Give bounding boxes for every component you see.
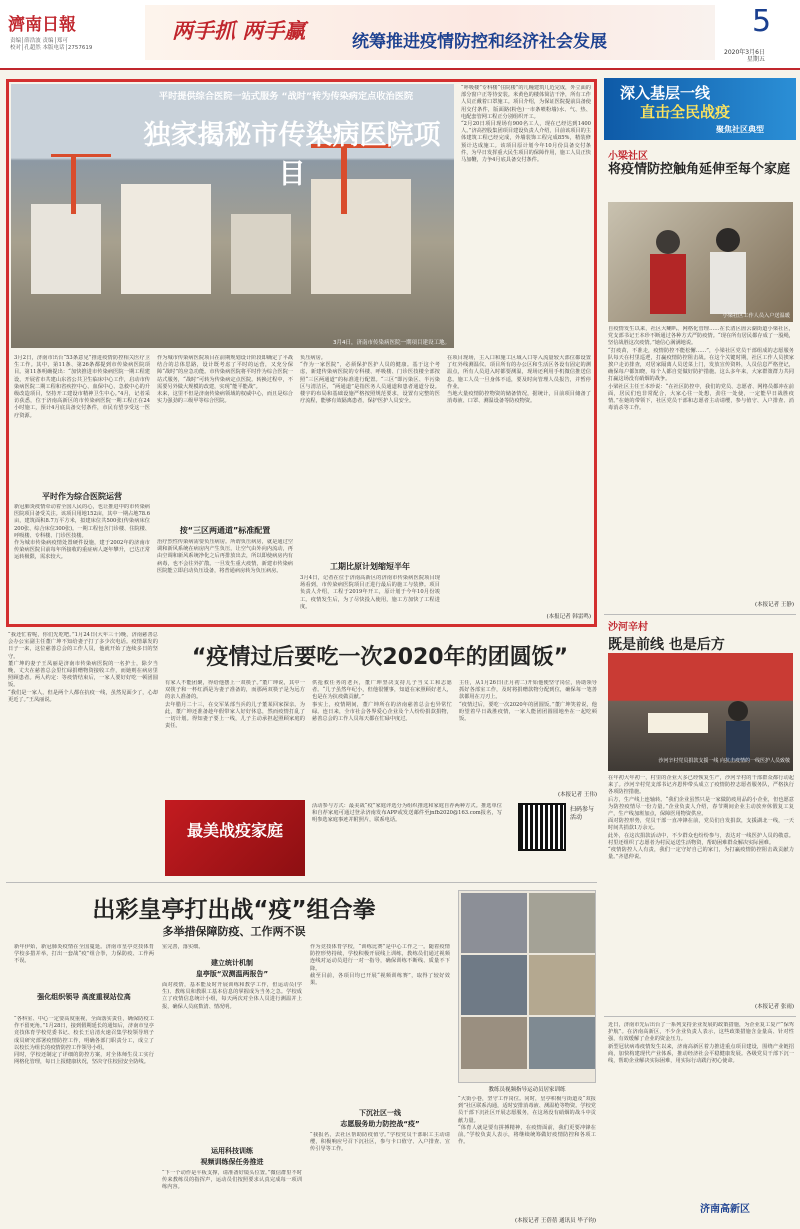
- story2-column-2: 有家人不能团聚，得给他摆上一双筷子。”董广坤说，其中一双筷子和一杯红酒是为妻子准备的，而那两双筷子是为远方的亲人准备的。 去年腊月二十三，在交军某部当兵的儿子董某回家探亲。为此，董广坤还准备趁年假带家人好好休息，然而疫情打乱了一切计划。得知妻子要上一线，儿子主动承担起照顾家庭的责任。: [165, 680, 305, 730]
- training-photo-caption: 教练员视频指导运动员居家训练: [488, 1087, 566, 1093]
- slogan-primary: 两手抓 两手赢: [172, 18, 306, 43]
- right-story-2-body: 在年初大年初一，村里的企业大多已经恢复生产，沙河辛村的干部群众都行动起来了。沙河辛村党支部书记齐恩仲带头成立了疫情防控志愿者服务队，严格执行各项防控措施。 后方，生产线上连轴转。“我们企业虽然只是一家做防疫用品的小企业，但也愿意为防控疫情尽一份力量。”企业负责人介绍，春节期间企业主动放弃休假复工复产，生产线加班加点，保障医用物资供应。 面对防控形势，党员干部一直冲锋在前，党员们自发捐款，支援湖北一线，一天时间共捐款1万余元。 此外，在这次捐款活动中，不少群众也纷纷参与，表达对一线医护人员的敬意。村里还组织了志愿者为村民运送生活物资，帮助困难群众解决实际困难。 “疫情防控人人有责，我们一定守好自己的家门，为打赢疫情防控阻击战贡献力量。”齐恩仲说。: [608, 775, 794, 861]
- story-column-2b: 治疗烈性传染病需要负压病房。所谓负压病房，就是通过空调和新风系统在病房内产生负压，让空气由外向内流动，再由空调和新风系统净化之后再排放出去，所以即使病房内有病毒，也不会往外扩散。一旦发生重大疫情，新建市传染病医院能立即启动负压设备，将普通病房转为负压病房。: [157, 539, 293, 574]
- donation-photo-caption: 沙河辛村党员捐款支援一线 向抗击疫情的一线医护人员致敬: [658, 758, 790, 764]
- story3-deck: 多举措保障防疫、工作两不误: [162, 925, 306, 938]
- right-story-body: 自疫情发生以来，社区大喇叭、网格化管理……在长清区崮云湖街道小梁社区，党支部书记王本珍不断通过各种方式严防疫情。“现在所有居民都存成了一股绳，坚信战胜这次疫情。”她信心满满地说。 “打疫苗，不准走，疫情防控不能松懈……”，小梁社区党员干部组成的志愿服务队每天在村里巡逻，打赢疫情防控阻击战。在这个关键时期，社区工作人员挨家挨户走访排查，对居家隔离人员送菜上门，发放宣传资料，人员信息严格登记，确保每户都知晓，每个人都自觉做好防护措施。这么多年来，大家群策群力共同打赢这场没有硝烟的战争。 小梁社区主任王本珍说：“在社区防控中，我们的党员、志愿者、网格员都冲在前面，居民们也非常配合，大家心往一处想，劲往一处使，一定能早日战胜疫情。”在她的带领下，社区党员干部和志愿者主动请缨，参与值守、入户排查、消毒消杀等工作。: [608, 326, 794, 412]
- training-illustration: [459, 891, 597, 1084]
- story3-column-1b: “各科室、中心一定要高度重视，全面落实责任，确保防疫工作不留死角。”1月28日，接到假期延长的通知后，济南市皇亭竞技体育学校党委书记、校长王启清火速召集学校领导班子成员研究部署疫情防控工作，明确各部门职责分工，成立了以校长为组长的疫情防控工作领导小组。 同时，学校还制定了详细的防控方案，对全体师生员工实行网格化管理，每日上报健康状况，坚决守住校园安全防线。: [14, 1016, 154, 1066]
- story3-subheading-6: 下沉社区一线: [359, 1109, 401, 1117]
- campaign-title: 最美战疫家庭: [186, 821, 283, 840]
- story-column-1a: 3月2日，济南市出台“53条意见”推进疫情防控相关医疗卫生工作。其中，第11条、第26条都提到市传染病医院项目。第11条明确提出：“加快推进市传染病医院一期工程建设，开展省市共建山东省公共卫生临床中心工作，启动市传染病医院二期工程和省疾控中心、血保中心、急救中心的升级改造项目，坚持开工建设市精神卫生中心。”4月，记者采访获悉，位于济南高新区的市传染病医院一期工程正在24小时施工，预计4月底具备交付条件，市民有望享受这一医疗资源。: [14, 355, 150, 419]
- story3-column-3b: “我报名，去社区帮助防疫值守。”学校党员干部职工主动请缨，积极响应号召下沉社区，参与卡口值守、入户排查、宣传引导等工作。: [310, 1132, 450, 1153]
- story2-author: (本报记者 王伟): [557, 792, 597, 798]
- issue-date: [724, 49, 765, 63]
- campaign-text: 活动参与方式：最美战“疫”家庭评选分为组织推选和家庭自荐两种方式。推选单位和自荐家庭可通过登录济南发布APP或发送邮件至jnfb2020@163.com报名，写明参选家庭事迹并附照片，联系电话。: [312, 803, 502, 824]
- story-kicker: 平时提供综合医院一站式服务 “战时”转为传染病定点收治医院: [158, 91, 414, 102]
- story-column-3a: 负压病房。 “作为一家医院”，必须保护医护人员的健康。基于这个考虑，新建传染病医院的专科楼、呼吸楼、门诊医技楼全部按照“三区两通道”的标准进行配置。“三区”即污染区、半污染区与清洁区，“两通道”是指医务人员通道和患者通道分设。楼宇的布局和基础设施严格按照规范要求，设置有完整的医疗流程，能够有效隔离患者，保护医护人员安全。: [300, 355, 440, 405]
- section-banner-title-c: 聚焦社区典型: [716, 125, 764, 134]
- photo-caption: 3月4日，济南市传染病医院一期项目建设工地。: [332, 340, 450, 346]
- right-story-headline: 将疫情防控触角延伸至每个家庭: [608, 162, 791, 177]
- story-subheading-1: 平时作为综合医院运营: [42, 492, 122, 501]
- divider-3: [6, 882, 597, 883]
- page-number: 5: [752, 4, 772, 39]
- section-tag: 小梁社区: [608, 151, 648, 162]
- community-photo: [608, 202, 793, 322]
- story3-column-2a: 面对疫情，基本能及时开展训练和教学工作，但运动员(学生)、教练员和教职工基本信息的掌握成为当务之急。学校成立了疫情信息统计小组，每天两次对全体人员进行测温并上报，确保人员底数清、情况明。: [162, 982, 302, 1010]
- story3-column-3a: 作为竞技体育学校，“训练比赛”是中心工作之一。随着疫情防控形势持续，学校积极开展线上训练，教练员们通过视频连线对运动员进行一对一指导，确保训练不断线、质量不下降。 截至目前，各项目均已开展“视频训练赛”，取得了较好效果。: [310, 944, 450, 987]
- slogan-secondary: 统筹推进疫情防控和经济社会发展: [352, 32, 607, 52]
- story3-column-1a: 新年伊始，新冠肺炎疫情在全国蔓延。济南市皇亭竞技体育学校多措并举，打出一套战“疫”组合拳，力保防疫、工作两不误。: [14, 944, 154, 965]
- section-tag-2: 沙河辛村: [608, 622, 648, 633]
- story-author: (本报记者 韩雷鸣): [546, 614, 591, 620]
- story-column-1b: 新冠肺炎疫情牵动着全国人民的心，也让推进中的市传染病医院项目备受关注。该项目用地152亩，其中一期占地78.6亩，建筑面积8.7万平方米，拟建床位共500张(传染病床位200张、综合床位300张)。一期工程包含门诊楼、住院楼、呼吸楼、专科楼、门诊医技楼。 作为城市传染病疫情处置硬件设施，建于2002年的济南市传染病医院目前每年所接收的重症病人逐年攀升，已达正常运转极限，需求较大。: [14, 504, 150, 561]
- right-story-3-body: 近日，济南市先后出台了一系列支持企业发展的政策措施，为企业复工复产“保驾护航”。在济南高新区，不少企业负责人表示，这些政策措施含金量高、针对性强，有效缓解了企业的资金压力。 新型冠状病毒疫情发生以来，济南高新区着力推进重点项目建设，围绕产业链招商，加快构建现代产业体系，推动经济社会平稳健康发展。各级党员干部下沉一线，帮助企业解决实际困难，用实际行动践行初心使命。: [608, 1022, 794, 1065]
- donation-photo: [608, 653, 793, 771]
- story3-subheading-5: 视频训练保任务推进: [200, 1158, 264, 1166]
- story3-subheading-7: 志愿服务助力防控战“疫”: [340, 1120, 420, 1128]
- donation-illustration: [608, 653, 793, 771]
- qr-code[interactable]: [518, 803, 566, 851]
- right-story-2-author: (本报记者 张雨): [754, 1004, 794, 1010]
- story3-subheading-1: 强化组织领导 高度重视站位高: [37, 993, 131, 1001]
- story-column-4: 在项目现场，主入口和施工区域入口等入流量较大部位都设置了红外线测温仪。项目所有的办公区和生活区各设有固定的测温点，所有人员进入时都要测温，现场还利用手机微信推送信息。施工人员一旦身体不适，要及时向管理人员报告，并暂停作业。 当地大量疫情防控物资的储备情况，据统计，目前项目储备了消毒液、口罩、测温设备等防疫物资。: [447, 355, 591, 405]
- story-column-top-right: “呼吸楼”专科楼“住院楼”的几幢建筑几近完成，外立面的部分窗户正等待安装。米黄色的楼体简洁干净，所有工作人员正戴着口罩施工。项目介绍，为保证医院提前具备使用交付条件，版面路(粉色)一市条喷粉墙)水、气、热、电配套管网工程正分别组织开工。 “2月20日项目现场有900名工人，现在已经达到1400人。”济高控股集团项目建设负责人介绍，目前该项目的主体建筑工程已经完成，外墙装饰工程完成85%，精装修预计达成施工。该项目原计划今年10月份具备交付条件，为早日发挥重大民生项目的保障作用，施工人员正快马加鞭，力争4月底具备交付条件。: [461, 85, 591, 164]
- story3-column-4: “大街小巷，坚守工作岗位。同时，皇亭积极与街道及“双报到”社区联系沟通，适时安排消毒液、测温枪等物资。学校党员干部下沉社区开展志愿服务，在这场没有硝烟的战斗中贡献力量。 “体育人就是要有拼搏精神，在疫情面前，我们更要冲锋在前。”学校负责人表示，将继续统筹做好疫情防控和各项工作。: [458, 1096, 596, 1146]
- story2-column-1: “我还忙着呢，你们先吃吧。”1月24日(大年三十)晚，济南慈善总会办公室副主任董广坤不知给妻子打了多少次电话。疫情暴发的日子一来，这位慈善总会的工作人员，他就开始了连续多日的坚守。 董广坤的妻子王凤丽是济南市传染病医院的一名护士，除夕当晚，丈夫在慈善总会里忙碌捐赠物资接收工作，而她则在病房里照顾患者。两人约定：等疫情结束后，一家人要好好吃一顿团圆饭。 “我们是一家人，但是两个人都在抗疫一线，虽然见面少了，心却更近了。”王凤丽说。: [8, 632, 158, 703]
- story3-subheading-4: 运用科技训练: [211, 1147, 253, 1155]
- story-column-3b: 3月4日，记者在位于济南高新区的济南市传染病医院项目现场看到，市传染病医院项目正进行最后的施工与装修。项目负责人介绍，工程于2019年开工，原计划于今年10月份竣工。疫情发生后，为了尽快投入使用，施工方加快了工程进度。: [300, 575, 440, 610]
- story3-author: (本报记者 王蓓蓓 通讯员 毕子钧): [514, 1218, 596, 1224]
- masthead-info: [10, 38, 92, 52]
- story2-headline: “疫情过后要吃一次2020年的团圆饭”: [191, 645, 569, 670]
- story-column-2a: 作为城市传染病医院项目在前期规划设计阶段即确定了平战结合的总体思路，设计既考虑了平时的运营，又充分保障“战时”的应急功能。市传染病医院将平时作为综合医院一站式服务，“战时”可转为传染病定点医院。转换过程中，不需要另外做大规模的改建，实现“能平能战”。 未来，这里不但是济南传染病领域的权威中心，而且是综合实力强劲的三级甲等综合医院。: [157, 355, 293, 405]
- qr-code-label: 扫码参与活动: [570, 806, 595, 821]
- story-subheading-3: 工期比原计划缩短半年: [330, 562, 410, 571]
- designer-credit: 校对│孔超然 本版电话│2757619: [10, 45, 93, 51]
- people-illustration: [608, 202, 793, 322]
- story3-subheading-2: 建立统计机制: [211, 959, 253, 967]
- training-photo-collage: [458, 890, 596, 1083]
- story-subheading-2: 按“三区两通道”标准配置: [179, 526, 271, 535]
- story-headline: 独家揭秘市传染病医院项目: [143, 120, 441, 190]
- story2-column-4: 主任，从1月26日(正月初二)开始他便坚守岗位，协助领导抓好各部室工作，及时将捐赠款物分配到位，确保每一笔善款都用在刀刃上。 “疫情过后，要吃一次2020年的团圆饭。”董广坤笑着说，他盼望着早日战胜疫情，一家人能团团圆圆地坐在一起吃顿饭。: [459, 680, 597, 723]
- source-watermark: 济南高新区: [700, 1204, 750, 1215]
- story3-column-2-lead: 室完善，落实细。: [162, 944, 204, 950]
- divider: [604, 614, 796, 615]
- right-story-author: (本报记者 王静): [754, 602, 794, 608]
- story2-column-3: 供抢救任务的老兵，董广坤坚决支持儿子当义工和志愿者。“儿子虽然年纪小，但他很懂事，知道在家照顾好老人，也是在为抗疫做贡献。” 事实上，疫情期间，董广坤所在的济南慈善总会也异常忙碌。连日来，全市社会各界爱心企业及个人纷纷捐款捐物，慈善总会的工作人员每天都在忙碌中度过。: [312, 680, 452, 723]
- story3-headline: 出彩皇亭打出战“疫”组合拳: [92, 897, 376, 923]
- weekday-text: 星期五: [746, 56, 765, 63]
- story3-subheading-3: 皇亭版“双测温两报告”: [195, 970, 269, 978]
- divider-2: [604, 1016, 796, 1017]
- newspaper-logo: 濟南日報: [8, 15, 76, 35]
- editor-credit: 责编│薛浩波 责编│郑可: [10, 38, 68, 44]
- section-banner-title-a: 深入基层一线: [620, 84, 711, 102]
- right-story-2-headline: 既是前线 也是后方: [608, 637, 725, 653]
- community-photo-caption: 小梁社区工作人员入户送温暖: [722, 313, 790, 319]
- section-banner-title-b: 直击全民战疫: [640, 103, 731, 121]
- date-text: 2020年3月6日: [724, 49, 765, 56]
- story3-column-2b: “下一个动作是平板支撑，请准备好镜头位置。”微信群里不时传来教练员的指挥声，运动员们按照要求认真完成每一项训练内容。: [162, 1170, 302, 1191]
